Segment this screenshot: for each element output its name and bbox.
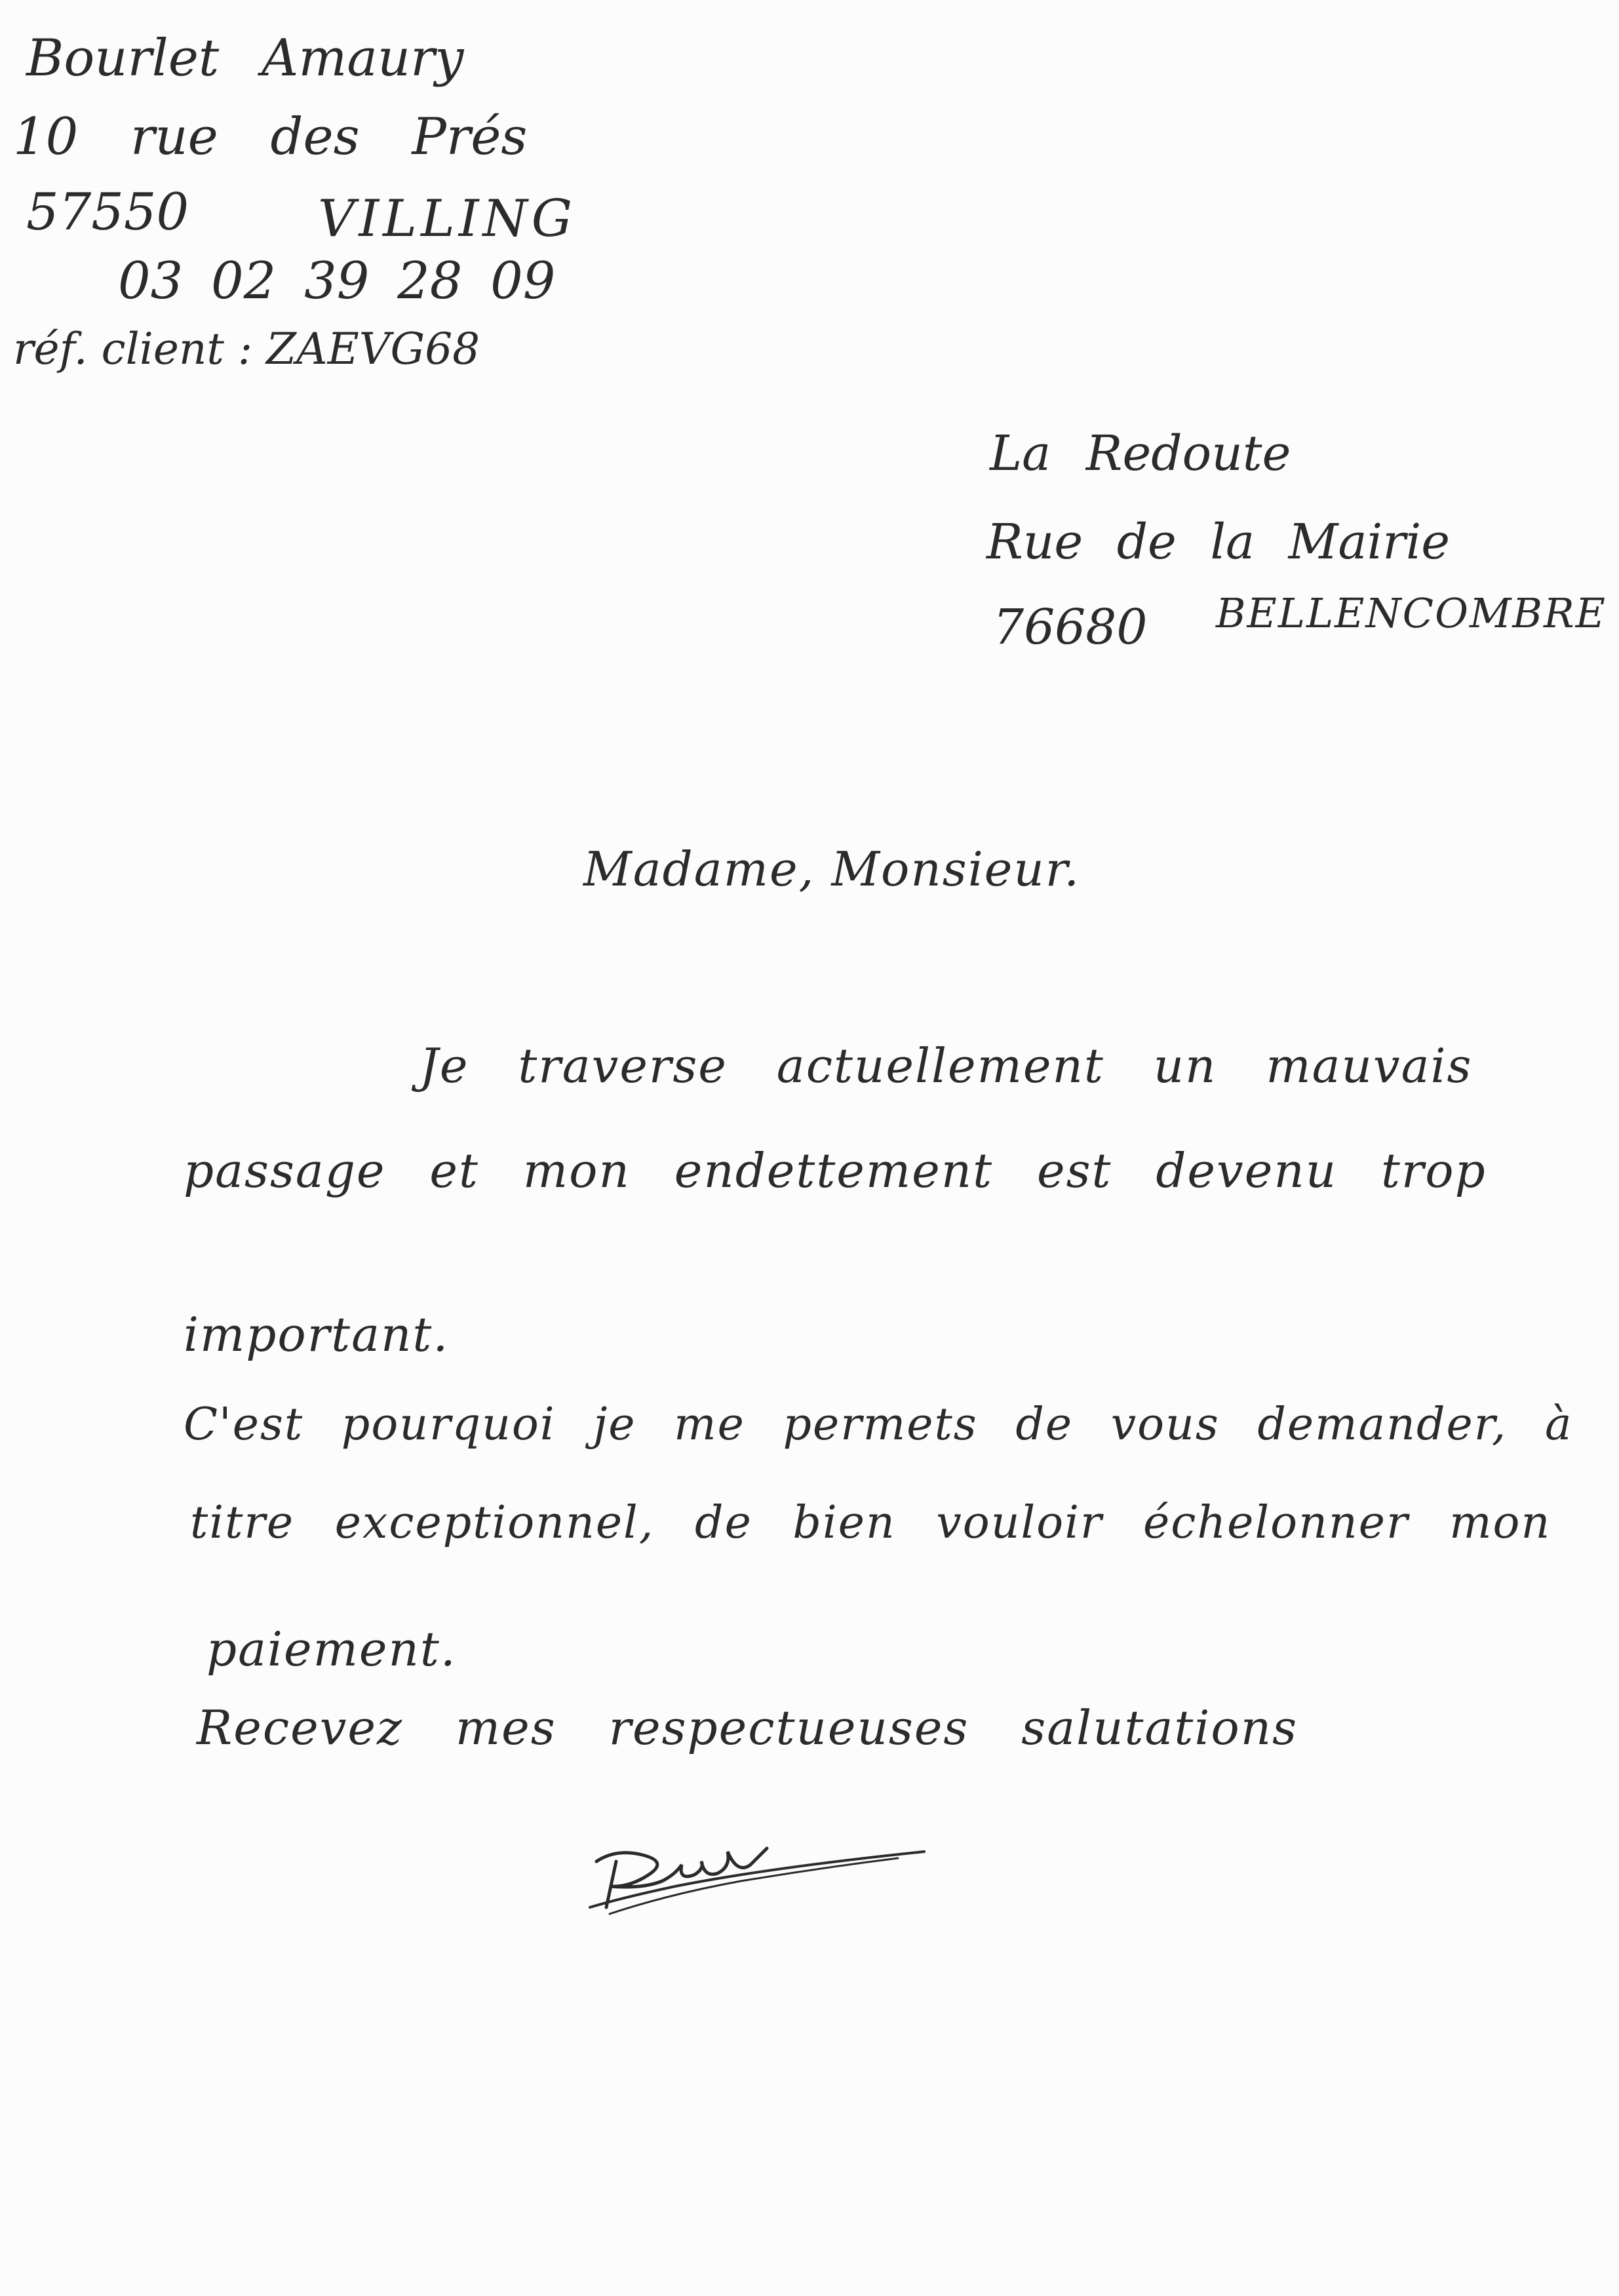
letter-salutation: Madame, Monsieur.	[583, 842, 1081, 897]
recipient-postal-code: 76680	[993, 599, 1148, 655]
sender-client-ref: réf. client : ZAEVG68	[13, 324, 480, 374]
sender-street: 10 rue des Prés	[13, 107, 528, 166]
letter-line: paiement.	[206, 1622, 457, 1677]
recipient-street: Rue de la Mairie	[986, 514, 1451, 570]
letter-line: C'est pourquoi je me permets de vous demander, à	[184, 1399, 1573, 1450]
sender-name: Bourlet Amaury	[26, 29, 464, 88]
sender-city: VILLING	[318, 189, 577, 248]
sender-postal-code: 57550	[26, 183, 189, 242]
letter-line: passage et mon endettement est devenu trop	[184, 1143, 1487, 1198]
recipient-company: La Redoute	[990, 425, 1291, 482]
sender-phone: 03 02 39 28 09	[118, 252, 556, 311]
recipient-city: BELLENCOMBRE	[1216, 589, 1607, 637]
letter-line: Recevez mes respectueuses salutations	[197, 1700, 1298, 1755]
letter-line: Je traverse actuellement un mauvais	[419, 1038, 1473, 1093]
signature	[570, 1835, 937, 1953]
letter-line: titre exceptionnel, de bien vouloir échelonner mon	[190, 1497, 1551, 1549]
letter-line: important.	[184, 1307, 450, 1362]
